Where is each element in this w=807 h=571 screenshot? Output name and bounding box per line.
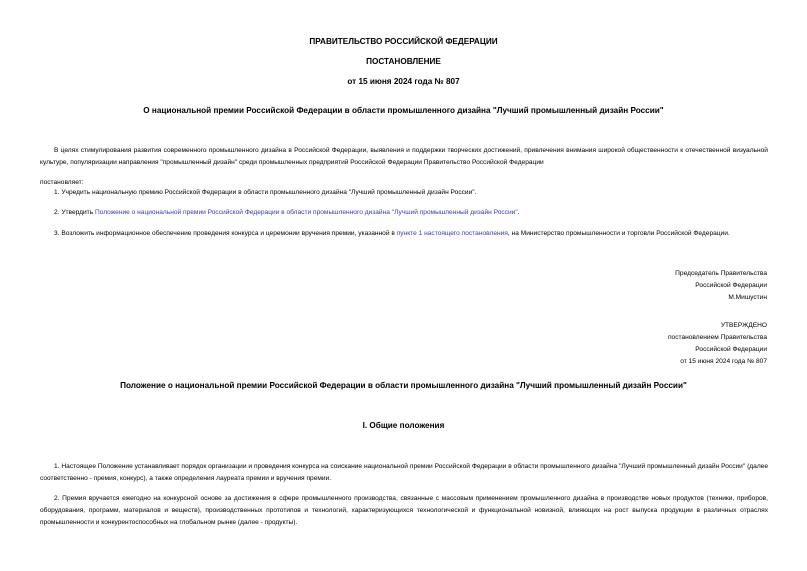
preamble-paragraph: В целях стимулирования развития современного промышленного дизайна в Российской Федерации, выявления и поддержки творческих достижений, привлечения внимания широкой общественности к отечественной визуальной культуре, популяризации направления "промышленный дизайн" среди промышленных предприятий Российской Федерации Правительство Российской Федерации	[40, 147, 768, 166]
item-1-reference-link[interactable]: пункте 1 настоящего постановления	[396, 230, 508, 237]
decree-item-1: 1. Учредить национальную премию Российской Федерации в области промышленного дизайна "Лучший промышленный дизайн России".	[54, 189, 477, 196]
government-heading: ПРАВИТЕЛЬСТВО РОССИЙСКОЙ ФЕДЕРАЦИИ	[309, 37, 498, 46]
doc-type-heading: ПОСТАНОВЛЕНИЕ	[366, 57, 441, 66]
approval-word: УТВЕРЖДЕНО	[720, 322, 767, 329]
approval-by: постановлением Правительства	[667, 334, 767, 341]
signature-block	[675, 268, 767, 304]
decree-item-3	[40, 228, 768, 240]
approval-date: от 15 июня 2024 года № 807	[680, 358, 767, 365]
decree-item-3-suffix: , на Министерство промышленности и торговли Российской Федерации.	[507, 230, 730, 237]
decree-date-number: от 15 июня 2024 года № 807	[347, 77, 460, 86]
approval-stamp	[668, 320, 767, 368]
decree-word: постановляет:	[40, 179, 84, 186]
regulation-link[interactable]: Положение о национальной премии Российской Федерации в области промышленного дизайна "Лучший промышленный дизайн России"	[94, 209, 518, 216]
signature-org: Российской Федерации	[695, 282, 767, 289]
decree-item-2-suffix: .	[517, 209, 520, 216]
decree-title: О национальной премии Российской Федерации в области промышленного дизайна "Лучший промышленный дизайн России"	[143, 106, 664, 115]
signature-name: М.Мишустин	[728, 294, 767, 301]
regulation-title: Положение о национальной премии Российской Федерации в области промышленного дизайна "Лучший промышленный дизайн России"	[120, 381, 687, 390]
signature-position: Председатель Правительства	[675, 270, 767, 277]
regulation-item-1: 1. Настоящее Положение устанавливает порядок организации и проведения конкурса на соискание национальной премии Российской Федерации в области промышленного дизайна "Лучший промышленный дизайн России" (далее соответственно - премия, конкурс), а также определения лауреата премии и вручения премии.	[40, 463, 768, 482]
decree-item-3-prefix: 3. Возложить информационное обеспечение проведения конкурса и церемонии вручения премии, указанной в	[54, 230, 397, 237]
regulation-item-2: 2. Премия вручается ежегодно на конкурсной основе за достижения в сфере промышленного производства, связанные с массовым применением промышленного дизайна в производстве новых продуктов (техники, приборов, оборудования, программ, материалов и веществ), производственных прототипов и технологий, характеризующихся технологической и функциональной новизной, влияющих на рост выпуска продукции в различных отраслях промышленности и конкурентоспособных на глобальном рынке (далее - продукты).	[40, 495, 768, 526]
section-title: I. Общие положения	[362, 421, 445, 430]
decree-item-2	[40, 207, 768, 219]
approval-org: Российской Федерации	[695, 346, 767, 353]
decree-item-2-prefix: 2. Утвердить	[54, 209, 95, 216]
